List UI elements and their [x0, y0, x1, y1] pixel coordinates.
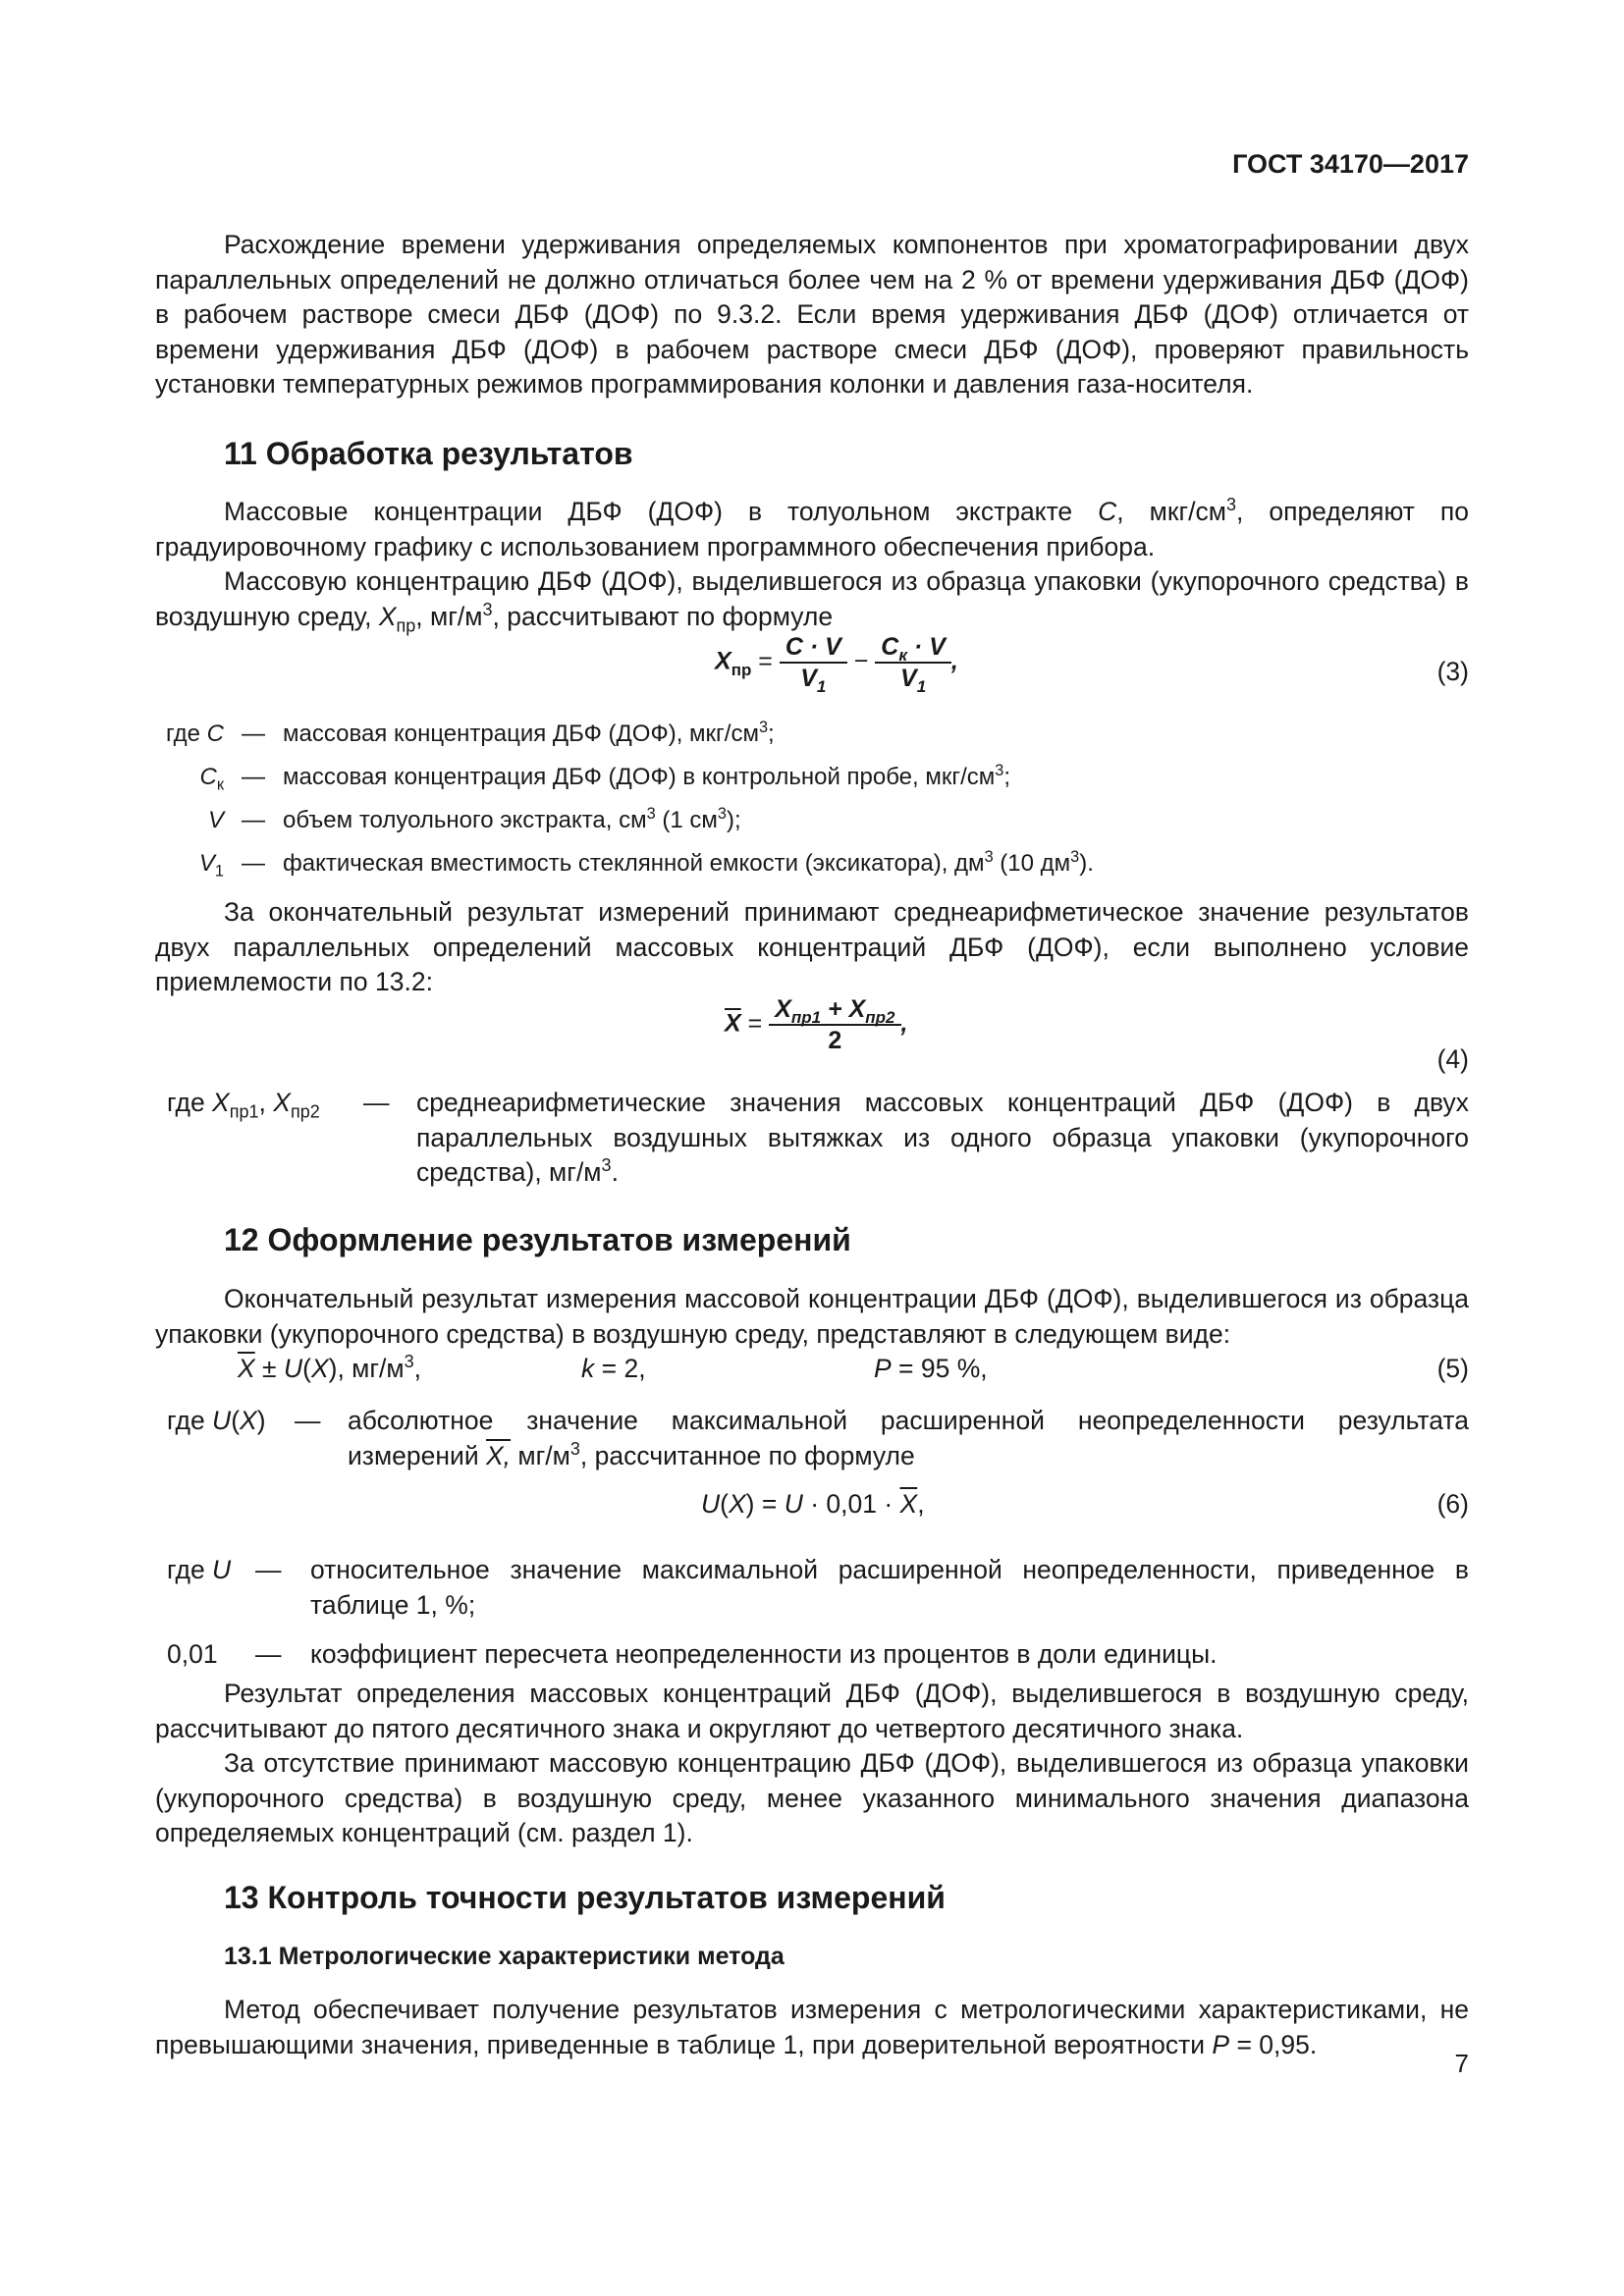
- intro-paragraph: Расхождение времени удерживания определяемых компонентов при хроматографировании двух параллельных определений не должно отличаться более чем на 2 % от времени удерживания ДБФ (ДОФ) в рабочем растворе смеси ДБФ (ДОФ) по 9.3.2. Если время удерживания ДБФ (ДОФ) отличается от времени удерживания ДБФ (ДОФ) в рабочем растворе смеси ДБФ (ДОФ), проверяют правильность установки температурных режимов программирования колонки и давления газа-носителя.: [155, 230, 1469, 399]
- definition-symbol: $C_к$: [199, 764, 224, 794]
- definition-symbol: где U(X): [167, 1406, 266, 1435]
- document-header: ГОСТ 34170—2017: [1232, 149, 1469, 179]
- equation-5: [155, 1352, 1469, 1387]
- definition-row: [155, 764, 1469, 807]
- section-11-paragraph-2: Массовую концентрацию ДБФ (ДОФ), выделившегося из образца упаковки (укупорочного средства) в воздушную среду, $X_{пр}$, $мг/м^3$, рассчитывают по формуле: [155, 566, 1469, 635]
- definition-text: относительное значение максимальной расширенной неопределенности, приведенное в таблице 1, %;: [310, 1555, 1469, 1620]
- definition-ux: [167, 1404, 1469, 1474]
- equation-4: [155, 991, 1469, 1080]
- definition-symbol: где С: [165, 721, 224, 747]
- definition-symbol: где $X_{пр1}$, $X_{пр2}$: [167, 1088, 320, 1122]
- equation-5-expression: $\overline{X} \pm U(X)$, $мг/м^3$,: [238, 1352, 422, 1383]
- section-12-paragraph-1: Окончательный результат измерения массовой концентрации ДБФ (ДОФ), выделившегося из образца упаковки (укупорочного средства) в воздушную среду, представляют в следующем виде:: [155, 1284, 1469, 1349]
- section-12-paragraph-3: За отсутствие принимают массовую концентрацию ДБФ (ДОФ), выделившегося из образца упаковки (укупорочного средства) в воздушную среду, менее указанного минимального значения диапазона определяемых концентраций (см. раздел 1).: [155, 1748, 1469, 1847]
- definition-dash: —: [242, 764, 265, 790]
- definition-text: среднеарифметические значения массовых концентраций ДБФ (ДОФ) в двух параллельных воздушных вытяжках из одного образца упаковки (укупорочного средства), $мг/м^3$.: [416, 1088, 1469, 1187]
- definition-dash: —: [242, 807, 265, 833]
- definition-coefficient: [167, 1637, 1469, 1673]
- definition-text: фактическая вместимость стеклянной емкости (эксикатора), $дм^3$ (10 $дм^3$).: [283, 848, 1094, 877]
- definition-symbol: 0,01: [167, 1639, 218, 1669]
- definition-text: массовая концентрация ДБФ (ДОФ) в контрольной пробе, мкг/$см^3$;: [283, 762, 1011, 790]
- definition-dash: —: [255, 1555, 282, 1584]
- equation-4-number: (4): [1436, 1044, 1469, 1074]
- section-12-title: 12 Оформление результатов измерений: [224, 1222, 851, 1257]
- definition-dash: —: [295, 1406, 321, 1435]
- definition-row: [155, 850, 1469, 893]
- definition-symbol: где U: [167, 1555, 232, 1584]
- equation-5-probability: P = 95 %,: [874, 1354, 988, 1383]
- equation-3-number: (3): [1436, 657, 1469, 686]
- equation-6: [155, 1487, 1469, 1522]
- equation-5-number: (5): [1436, 1354, 1469, 1383]
- definition-dash: —: [242, 850, 265, 877]
- equation-6-formula: $U(X) = U \cdot 0,01 \cdot \overline{X}$,: [701, 1489, 925, 1519]
- section-13-title: 13 Контроль точности результатов измерений: [224, 1880, 946, 1915]
- definition-row: [155, 807, 1469, 850]
- definition-text: абсолютное значение максимальной расширенной неопределенности результата измерений X, $мг/м^3$, рассчитанное по формуле: [348, 1406, 1469, 1470]
- definition-symbol: $V_1$: [198, 850, 224, 881]
- definition-symbol: V: [207, 807, 224, 833]
- equation-3-formula: $X_{пр}$ = $\frac{C \cdot V}{V_1}$ − $\frac{C_к \cdot V}{V_1}$ ,: [715, 633, 958, 696]
- definition-u: [167, 1553, 1469, 1624]
- definition-text: коэффициент пересчета неопределенности из процентов в доли единицы.: [310, 1639, 1218, 1669]
- section-11-paragraph-3: За окончательный результат измерений принимают среднеарифметическое значение результатов двух параллельных определений массовых концентраций ДБФ (ДОФ), если выполнено условие приемлемости по 13.2:: [155, 897, 1469, 996]
- equation-3-definitions: [155, 721, 1469, 897]
- definition-dash: —: [363, 1088, 390, 1117]
- equation-5-coverage-factor: k = 2,: [581, 1354, 646, 1383]
- definition-text: массовая концентрация ДБФ (ДОФ), мкг/$см^3$;: [283, 719, 775, 747]
- section-11-paragraph-1: Массовые концентрации ДБФ (ДОФ) в толуольном экстракте С, мкг/$см^3$, определяют по градуировочному графику с использованием программного обеспечения прибора.: [155, 495, 1469, 561]
- section-11-title: 11 Обработка результатов: [224, 436, 633, 471]
- definition-dash: —: [242, 721, 265, 747]
- section-13-1-title: 13.1 Метрологические характеристики метода: [224, 1943, 785, 1970]
- definition-text: объем толуольного экстракта, $см^3$ (1 $см^3$);: [283, 805, 741, 833]
- page-number: 7: [1454, 2049, 1469, 2078]
- equation-3: [155, 633, 1469, 712]
- equation-4-formula: $\overline{X}$ = $\frac{X_{пр1} + X_{пр2}}{2}$ ,: [725, 995, 908, 1054]
- definition-dash: —: [255, 1639, 282, 1669]
- section-13-paragraph-1: Метод обеспечивает получение результатов измерения с метрологическими характеристиками, не превышающими значения, приведенные в таблице 1, при доверительной вероятности Р = 0,95.: [155, 1995, 1469, 2059]
- equation-6-number: (6): [1436, 1489, 1469, 1519]
- definition-row: [155, 721, 1469, 764]
- section-12-paragraph-2: Результат определения массовых концентраций ДБФ (ДОФ), выделившегося в воздушную среду, рассчитывают до пятого десятичного знака и округляют до четвертого десятичного знака.: [155, 1679, 1469, 1743]
